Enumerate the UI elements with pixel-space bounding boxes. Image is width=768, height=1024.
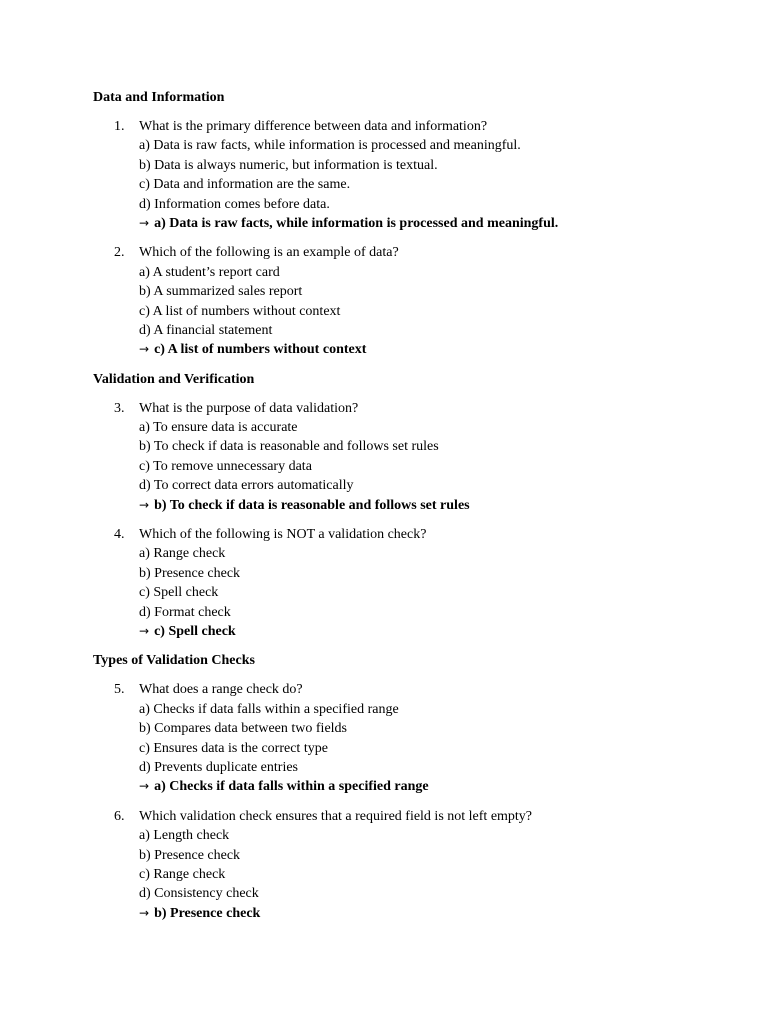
option-b: b) Presence check [139,565,241,581]
option-a: a) Length check [139,828,230,844]
right-arrow-icon: → [139,779,150,794]
question-6 [93,807,713,923]
question-5 [93,680,713,796]
option-a: a) Range check [139,546,226,562]
answer-text: b) Presence check [154,905,261,921]
question-text: What is the primary difference between data and information? [139,119,488,134]
option-d: d) Prevents duplicate entries [139,759,299,775]
right-arrow-icon: → [139,905,150,920]
option-d: d) A financial statement [139,322,273,338]
section-heading: Types of Validation Checks [93,653,255,669]
section-validation-and-verification [93,370,713,642]
question-number: 3. [114,400,125,416]
option-c: c) Spell check [139,585,219,601]
option-b: b) Compares data between two fields [139,721,347,737]
option-d: d) To correct data errors automatically [139,478,354,494]
question-number: 2. [114,245,125,261]
option-b: b) Presence check [139,847,241,863]
option-c: c) Ensures data is the correct type [139,740,328,756]
question-2 [93,243,713,359]
option-b: b) Data is always numeric, but information is textual. [139,157,438,173]
right-arrow-icon: → [139,497,150,512]
option-d: d) Format check [139,604,231,620]
option-a: a) To ensure data is accurate [139,420,298,436]
answer-line [139,214,713,233]
question-number: 4. [114,527,125,543]
question-text: What does a range check do? [139,682,303,698]
option-c: c) Range check [139,866,226,882]
option-d: d) Consistency check [139,886,259,902]
option-a: a) Data is raw facts, while information is processed and meaningful. [139,138,521,154]
section-heading: Data and Information [93,90,225,105]
option-d: d) Information comes before data. [139,196,330,212]
answer-text: a) Checks if data falls within a specified range [154,779,429,795]
option-c: c) To remove unnecessary data [139,458,312,474]
answer-text: b) To check if data is reasonable and follows set rules [154,497,470,513]
right-arrow-icon: → [139,342,150,357]
answer-line [139,496,713,515]
answer-line [139,904,713,923]
question-3 [93,399,713,515]
option-a: a) A student’s report card [139,264,280,280]
question-number: 5. [114,682,125,698]
question-number: 1. [114,119,125,134]
question-number: 6. [114,808,125,824]
right-arrow-icon: → [139,623,150,638]
option-b: b) A summarized sales report [139,284,303,300]
answer-line [139,777,713,796]
option-b: b) To check if data is reasonable and follows set rules [139,439,439,455]
option-c: c) Data and information are the same. [139,177,351,193]
question-text: Which of the following is an example of data? [139,245,399,261]
answer-text: c) A list of numbers without context [154,342,367,358]
question-4 [93,525,713,641]
question-1 [93,117,713,233]
question-text: Which of the following is NOT a validation check? [139,527,427,543]
answer-text: c) Spell check [154,623,236,639]
section-types-of-validation-checks [93,651,713,923]
question-text: Which validation check ensures that a required field is not left empty? [139,808,533,824]
question-text: What is the purpose of data validation? [139,400,359,416]
option-a: a) Checks if data falls within a specified range [139,701,399,717]
right-arrow-icon: → [139,215,150,230]
answer-line [139,340,713,359]
section-data-and-information [93,88,713,360]
section-heading: Validation and Verification [93,371,255,387]
answer-line [139,622,713,641]
option-c: c) A list of numbers without context [139,303,341,319]
document-page [93,88,713,933]
answer-text: a) Data is raw facts, while information is processed and meaningful. [154,215,559,231]
